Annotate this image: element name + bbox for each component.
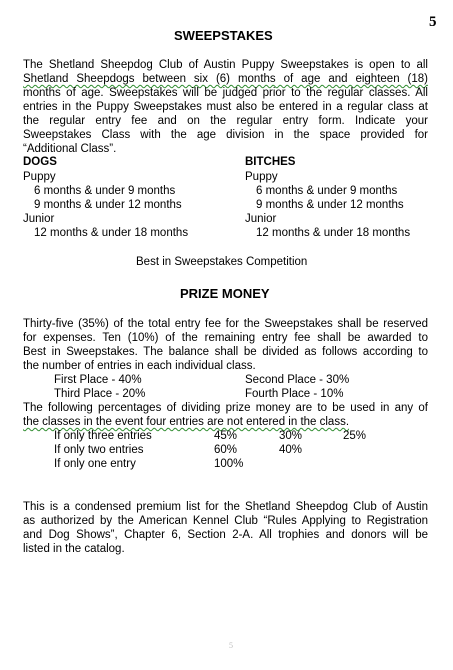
table-row-label: If only two entries xyxy=(54,444,144,456)
text-line: months of age. Sweepstakes will be judged prior to the regular classes. All xyxy=(23,87,428,99)
sweepstakes-heading: SWEEPSTAKES xyxy=(174,28,273,43)
closing-paragraph xyxy=(23,500,428,556)
second-place: Second Place - 30% xyxy=(245,374,350,386)
text-line: listed in the catalog. xyxy=(23,543,125,555)
text-line: Thirty-five (35%) of the total entry fee for the Sweepstakes shall be reserved xyxy=(23,318,428,330)
bitches-junior-label: Junior xyxy=(245,213,277,225)
text-line: entries in the Puppy Sweepstakes must also be entered in a regular class at xyxy=(23,101,428,113)
bitches-puppy-label: Puppy xyxy=(245,171,278,183)
table-cell: 45% xyxy=(214,430,238,442)
dogs-heading: DOGS xyxy=(23,156,57,168)
dogs-puppy-division-1: 6 months & under 9 months xyxy=(34,185,176,197)
text-line: “Additional Class”. xyxy=(23,143,117,155)
sweepstakes-paragraph xyxy=(23,58,428,156)
fourth-place: Fourth Place - 10% xyxy=(245,388,344,400)
footer-page-number: 5 xyxy=(229,641,233,650)
text-line: The following percentages of dividing prize money are to be used in any of xyxy=(23,402,428,414)
dogs-junior-label: Junior xyxy=(23,213,55,225)
first-place: First Place - 40% xyxy=(54,374,142,386)
text-line: Sweepstakes Class with the age division in the space provided for xyxy=(23,129,428,141)
page-number: 5 xyxy=(429,14,437,30)
text-line: and Dog Shows”, Chapter 6, Section 2-A. All trophies and donors will be xyxy=(23,529,428,541)
percentages-paragraph xyxy=(23,401,428,429)
text-line: for expenses. Ten (10%) of the remaining entry fee shall be awarded to xyxy=(23,332,428,344)
best-in-sweepstakes: Best in Sweepstakes Competition xyxy=(136,256,308,268)
text-line: the regular entry fee and on the regular entry form. Indicate your xyxy=(23,115,428,127)
bitches-puppy-division-2: 9 months & under 12 months xyxy=(256,199,404,211)
text-line: as authorized by the American Kennel Club “Rules Applying to Registration xyxy=(23,515,428,527)
table-cell: 100% xyxy=(214,458,244,470)
bitches-puppy-division-1: 6 months & under 9 months xyxy=(256,185,398,197)
prize-money-heading: PRIZE MONEY xyxy=(180,286,270,301)
bitches-junior-division-1: 12 months & under 18 months xyxy=(256,227,411,239)
text-line: Shetland Sheepdogs between six (6) months of age and eighteen (18) xyxy=(23,73,428,85)
text-line xyxy=(23,415,428,429)
table-cell: 30% xyxy=(279,430,303,442)
bitches-heading: BITCHES xyxy=(245,156,296,168)
dogs-puppy-division-2: 9 months & under 12 months xyxy=(34,199,182,211)
text-fragment: the classes in the event four entries are not entered in the class. xyxy=(23,416,350,428)
table-row-label: If only three entries xyxy=(54,430,152,442)
third-place: Third Place - 20% xyxy=(54,388,146,400)
table-cell: 25% xyxy=(343,430,367,442)
text-line: the number of entries in each individual class. xyxy=(23,360,256,372)
text-line: Best in Sweepstakes. The balance shall be divided as follows according to xyxy=(23,346,428,358)
table-cell: 60% xyxy=(214,444,238,456)
prize-money-paragraph xyxy=(23,317,428,373)
dogs-junior-division-1: 12 months & under 18 months xyxy=(34,227,189,239)
dogs-puppy-label: Puppy xyxy=(23,171,56,183)
table-row-label: If only one entry xyxy=(54,458,136,470)
text-line: This is a condensed premium list for the Shetland Sheepdog Club of Austin xyxy=(23,501,428,513)
text-line: The Shetland Sheepdog Club of Austin Puppy Sweepstakes is open to all xyxy=(23,59,428,71)
table-cell: 40% xyxy=(279,444,303,456)
